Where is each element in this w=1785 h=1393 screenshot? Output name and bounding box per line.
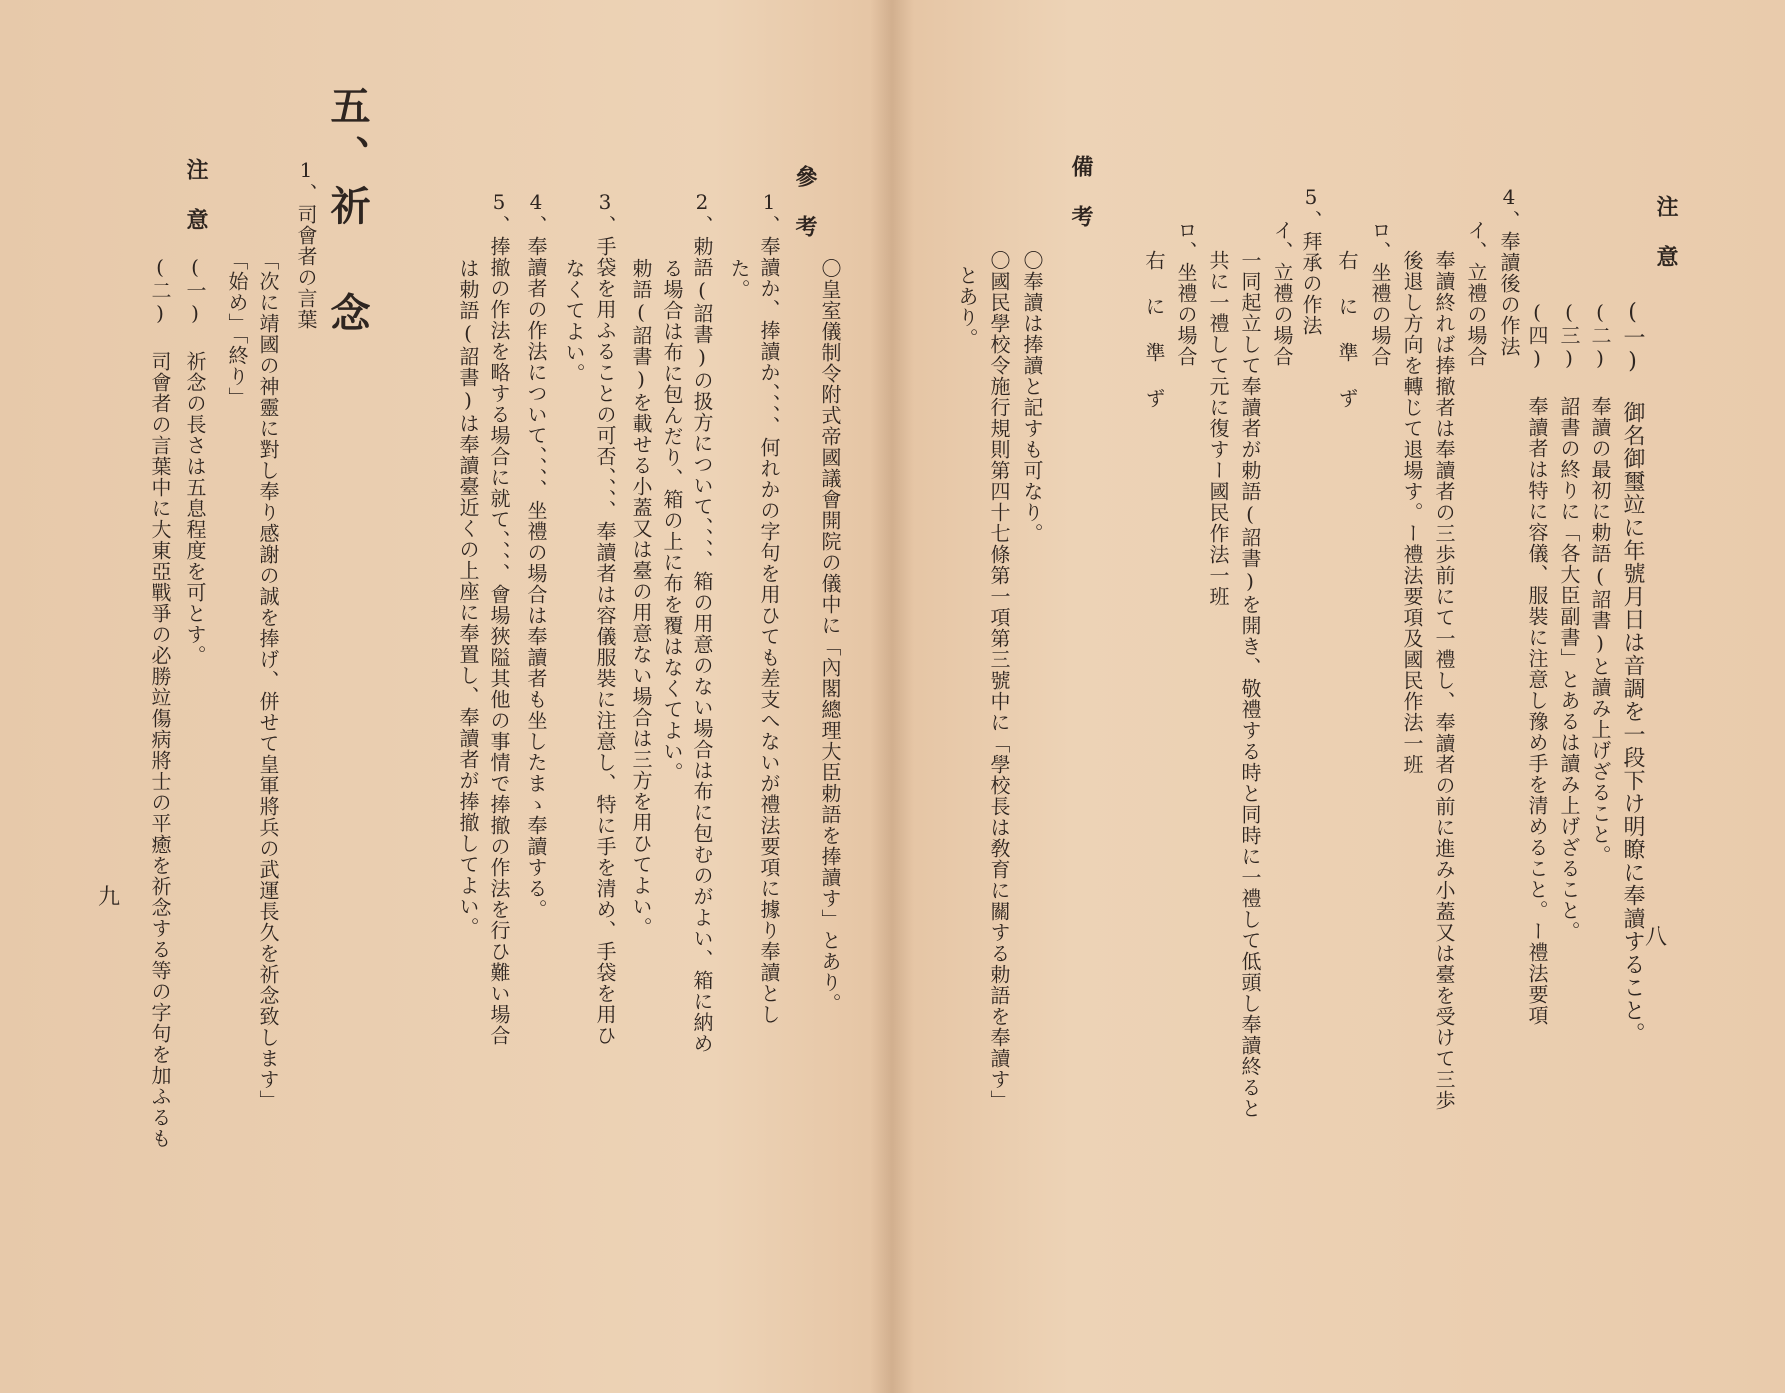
note-1: (一) 御名御璽竝に年號月日は音調を一段下け明瞭に奉讀すること。 — [1620, 300, 1645, 1045]
tachirei-line-2: 後退し方向を轉じて退場す。ー禮法要項及國民作法一班 — [1400, 250, 1424, 775]
right-page — [892, 0, 1785, 1393]
sanko-1-line-1: 1、奉讀か、捧讀か、、、、何れかの字句を用ひても差支へないが禮法要項に據り奉讀とし — [757, 190, 781, 1025]
biko-line-2: 〇國民學校令施行規則第四十七條第一項第三號中に「學校長は敎育に關する勅語を奉讀す」 — [987, 250, 1011, 1111]
sanko-1-line-2: た。 — [727, 258, 751, 300]
tachirei-2-line-2: 共に一禮して元に復すー國民作法一班 — [1206, 250, 1230, 607]
item-5-heading: 5、拜承の作法 — [1299, 185, 1323, 336]
note-2: (二) 奉讀の最初に勅語(詔書)と讀み上げざること。 — [1588, 300, 1612, 866]
sanko-heading: 參 考 — [792, 165, 818, 238]
sanko-2-line-3: 勅語(詔書)を載せる小蓋又は臺の用意ない場合は三方を用ひてよい。 — [629, 258, 653, 938]
tachirei-heading: イ、立禮の場合 — [1464, 220, 1488, 367]
zarei-2-text: 右 に 準 ず — [1142, 250, 1166, 409]
sanko-5-line-2: は勅語(詔書)は奉讀臺近くの上座に奉置し、奉讀者が捧撤してよい。 — [456, 258, 480, 938]
chui-heading-left: 注 意 — [183, 158, 209, 231]
zarei-text: 右 に 準 ず — [1335, 250, 1359, 409]
section-1-quote-2: 「始め」「終り」 — [225, 250, 249, 408]
biko-heading: 備 考 — [1068, 155, 1094, 228]
left-page — [0, 0, 892, 1393]
biko-line-3: とあり。 — [955, 265, 979, 349]
sanko-4: 4、奉讀者の作法について、、、、坐禮の場合は奉讀者も坐したまゝ奉讀する。 — [524, 190, 548, 920]
sanko-3-line-2: なくてよい。 — [562, 258, 586, 384]
chui-heading: 注 意 — [1653, 195, 1679, 268]
note-3: (三) 詔書の終りに「各大臣副書」とあるは讀み上げざること。 — [1557, 300, 1581, 942]
reference-line-1: 〇皇室儀制令附式帝國議會開院の儀中に「內閣總理大臣勅語を捧讀す」とあり。 — [818, 258, 842, 1014]
page-number-left: 九 — [98, 885, 121, 910]
tachirei-2-line-1: 一同起立して奉讀者が勅語(詔書)を開き、敬禮する時と同時に一禮して低頭し奉讀終ると — [1238, 250, 1262, 1119]
chui-line-1: (一) 祈念の長さは五息程度を可とす。 — [183, 255, 207, 666]
biko-line-1: 〇奉讀は捧讀と記すも可なり。 — [1020, 250, 1044, 544]
zarei-2-heading: ロ、坐禮の場合 — [1174, 220, 1198, 367]
sanko-5-line-1: 5、捧撤の作法を略する場合に就て、、、、會場狹隘其他の事情で捧撤の作法を行ひ難い場合 — [487, 190, 511, 1046]
item-4-heading: 4、奉讀後の作法 — [1497, 185, 1521, 357]
zarei-heading: ロ、坐禮の場合 — [1368, 220, 1392, 367]
section-1-heading: 1、司會者の言葉 — [294, 158, 318, 330]
page-number-right: 八 — [1645, 925, 1668, 950]
tachirei-2-heading: イ、立禮の場合 — [1270, 220, 1294, 367]
chui-line-2: (二) 司會者の言葉中に大東亞戰爭の必勝竝傷病將士の平癒を祈念する等の字句を加ふるも — [148, 255, 172, 1149]
sanko-3-line-1: 3、手袋を用ふることの可否、、、、奉讀者は容儀服裝に注意し、特に手を清め、手袋を用ひ — [593, 190, 617, 1046]
sanko-2-line-2: る場合は布に包んだり、箱の上に布を覆はなくてよい。 — [660, 258, 684, 783]
section-1-quote-1: 「次に靖國の神靈に對し奉り感謝の誠を捧げ、併せて皇軍將兵の武運長久を祈念致します」 — [256, 250, 280, 1111]
section-title: 五、祈 念 — [324, 85, 371, 342]
tachirei-line-1: 奉讀終れば捧撤者は奉讀者の三歩前にて一禮し、奉讀者の前に進み小蓋又は臺を受けて三歩 — [1432, 250, 1456, 1111]
note-4: (四) 奉讀者は特に容儀、服裝に注意し豫め手を清めること。ー禮法要項 — [1525, 300, 1549, 1026]
sanko-2-line-1: 2、勅語(詔書)の扱方について、、、、箱の用意のない場合は布に包むのがよい、箱に納め — [690, 190, 714, 1054]
